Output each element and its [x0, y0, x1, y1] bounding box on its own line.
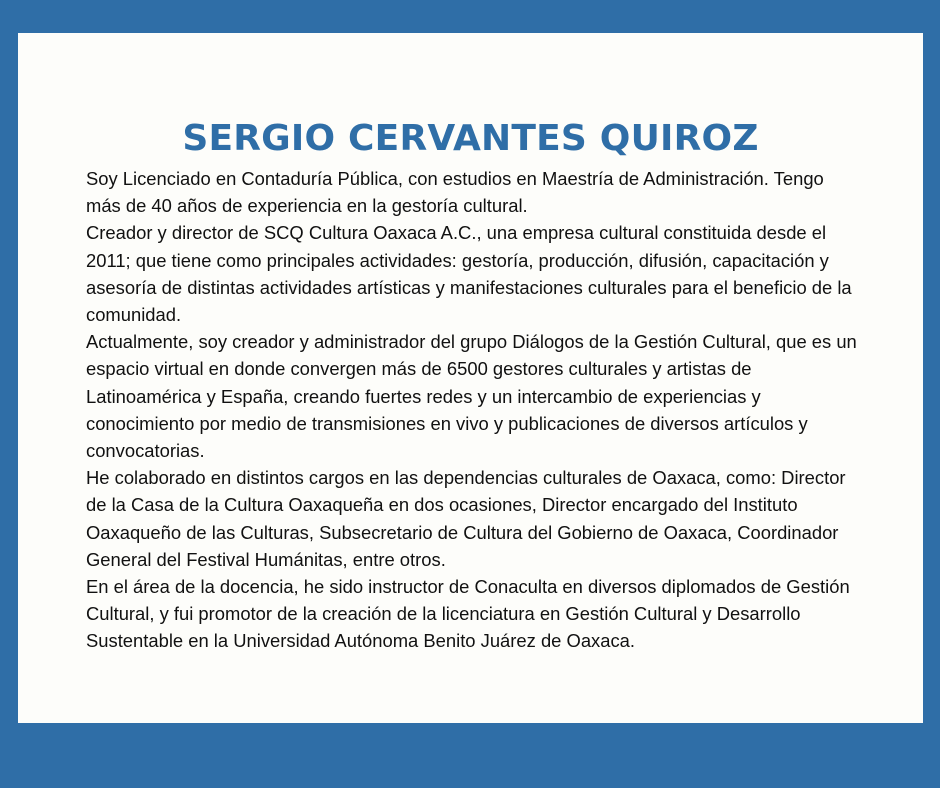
bio-paragraph-2: Creador y director de SCQ Cultura Oaxaca A.C., una empresa cultural constituida desde el 2011; que tiene como principales actividades: gestoría, producción, difusión, capacitación y asesoría de distintas actividades artísticas y manifestaciones culturales para el beneficio de la comunidad. [86, 222, 852, 326]
bio-paragraph-4: He colaborado en distintos cargos en las dependencias culturales de Oaxaca, como: Director de la Casa de la Cultura Oaxaqueña en dos ocasiones, Director encargado del Instituto Oaxaqueño de las Culturas, Subsecretario de Cultura del Gobierno de Oaxaca, Coordinador General del Festival Humánitas, entre otros. [86, 467, 846, 570]
page-title: SERGIO CERVANTES QUIROZ [182, 118, 759, 159]
bio-paragraph-5: En el área de la docencia, he sido instructor de Conaculta en diversos diplomados de Gestión Cultural, y fui promotor de la creación de la licenciatura en Gestión Cultural y Desarrollo Sustentable en la Universidad Autónoma Benito Juárez de Oaxaca. [86, 576, 850, 652]
bio-paragraph-1: Soy Licenciado en Contaduría Pública, con estudios en Maestría de Administración. Tengo más de 40 años de experiencia en la gestoría cultural. [86, 168, 824, 217]
bio-card [18, 33, 923, 723]
bio-text [86, 165, 861, 655]
bio-paragraph-3: Actualmente, soy creador y administrador del grupo Diálogos de la Gestión Cultural, que es un espacio virtual en donde convergen más de 6500 gestores culturales y artistas de Latinoamérica y España, creando fuertes redes y un intercambio de experiencias y conocimiento por medio de transmisiones en vivo y publicaciones de diversos artículos y convocatorias. [86, 331, 857, 462]
